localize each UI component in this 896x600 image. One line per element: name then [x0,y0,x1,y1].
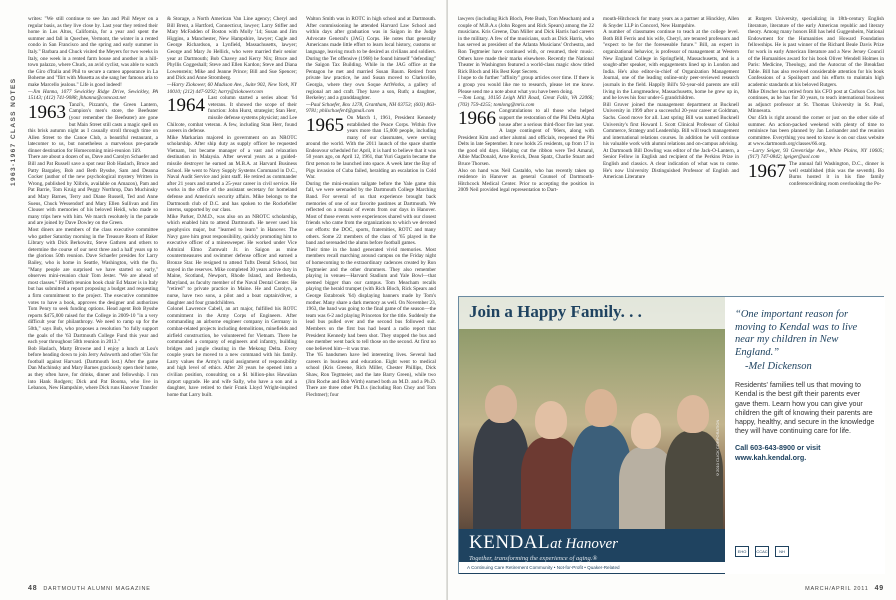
ad-strip-text: A Continuing Care Retirement Community • Not-for-Profit • Quaker-Related [459,562,725,573]
paragraph: Mike Dirscher has retired from his CFO post at Carlson Cos. but continues, as he has for 30 years, to teach international business as adjunct professor at St. Thomas University in St. Paul, Minnesota. [748,88,884,115]
person-face [631,413,661,449]
paragraph: Congratulations to all those who helped support the restoration of the Phi Delta Alpha house after a serious third-floor fire last year. A large contingent of '66ers, along with President Kim and other alumni and officials, reopened the Phi Delts in late September. It now holds 25 residents, up from 17 in the good old days. Helping cut the ribbon were Ted Amaral, Albie MacDonald, Arne Rovick, Dean Spatz, Charlie Stuart and Bruce Thorsen. [458,108,594,168]
ad-headline: Join a Happy Family. . . [459,297,725,329]
ad-copy [725,297,885,529]
paragraph: at Rutgers University, specializing in 18th-century English literature, literature of the early American republic and literary theory. Among many honors Bill has held Guggenheim, National Endowment for the Humanities and Howard Foundation fellowships. He is past winner of the Richard Beale Davis Prize for work in early American literature and a New Jersey Council of the Humanities award for his book Oliver Wendell Holmes in Paris: Medicine, Theology, and the Autocrat of the Breakfast Table. Bill has also received considerable attention for his book Confessions of a Spoilsport and his efforts to maintain high academic standards at his beloved Rutgers. [748,16,884,88]
paragraph: On March 1, 1961, President Kennedy established the Peace Corps. Within five years more than 15,000 people, including many of our classmates, were serving around the world. With the 2011 launch of the space shuttle Endeavour scheduled for April, it is hard to believe that it was 50 years ago, on April 12, 1961, that Yuri Gagarin became the first person to be launched into space. A week later the Bay of Pigs invasion of Cuba failed, heralding an escalation in Cold War. [306,114,436,181]
class-year-heading: 1964 [167,95,205,117]
paragraph: There are about a dozen of us, Dave and Carolyn Schaefer and Bill and Pat Russell save a spot near Bob Haslach, Bruce and Patty Bargaley, Bob and Beth Bysshe, Sam and Deanna Cocker (author of the new psychological mystery Written in Wrong, published by Xlibris, available on Amazon), Pam and Pat Barrie, Tom Kruig and Peggy Northrop, Dan Muchinsky and Mary Barnes, Terry and Diane Russell, Ted and Anne Sueus, Chuck Wessendorf and Mary Ellen Sullivan and Jim Clouser with memories of his beloved Heidi, who made so many trips here with him. We march resolutely in the parade and are joined by Dave Dowley on the Green. [28,154,158,227]
ad-body-text: Residents' families tell us that moving to Kendal is the best gift their parents ever gave them. Learn how you can give your children the gift of knowing their parents are happy, healthy, and secure in the knowledge they will have continuing care for life. [735,381,875,436]
paragraph: Last column started a series about '64 veterans. It showed the scope of their function: John Hurst, strategist; Stan Herr, missile defense systems physicist; and Lee Chilcote, combat veteran. A few, including Stan Herr, found careers in defense. [167,95,297,135]
paragraph: Colonel Lawrence Cabell, an art major, fulfilled his ROTC commitment in the Army Corps of Engineers. After commanding an airborne engineer company in Germany in combat-related projects including demolitions, minefields and airfield construction, he volunteered for Vietnam. There he commanded a company of engineers and infantry, building bridges and jungle clearing in the Mekong Delta. Every couple years he moved to a new command with his family. Larry values the Army's rapid assignment of responsibility and high level of ethics. After 28 years he opened into a civilian position, consulting on a $1 billion-plus Hawaiian airport upgrade. He and wife Sally, who have a son and a daughter, have retired to their Frank Lloyd Wright-inspired home that Larry built. [167,306,297,398]
paragraph: Walton Smith was in ROTC in high school and at Dartmouth. After commissioning he attended Harvard Law School and within days after graduation was in Saigon in the Judge Advocate General's (JAG) Corps. He notes that generally Americans made little effort to learn local history, customs or language, leaving much to be desired as civilians and soldiers. During the Tet offensive (1968) he found himself "defending" the Saigon Tax Building. While in the JAG office at the Pentagon he met and married Susan Baum. Retired from private law practice, he and Susan moved to Clarksville, Georgia, where they own Soque ArtWorks, a gallery of regional art and craft. They have a son, Ruth; a daughter, Berkeley; and a granddaughter. [306,16,436,102]
brand-location: at Hanover [550,536,619,552]
kendal-wordmark [469,533,719,554]
paragraph: The annual fall Washington, D.C., dinner is well established (this was the seventh). Bo Burns hosted it in his fine family conference/dining room overlooking the Po- [789,161,884,187]
class-year-heading: 1967 [748,161,786,183]
column-3 [306,16,436,586]
column-5 [603,16,739,292]
right-page-footer [805,585,884,592]
class-year-heading: 1963 [28,101,66,123]
paragraph: Their time in the band generated vivid memories. Most members recall marching around campus on the Friday night of homecoming to the extraordinary cadences created by Ron Tegtmeier and the other drummers. They also remember playing in venues—Harvard Stadium and Yale Bowl—that seemed bigger than our campus. Tom Meacham recalls playing the herald trumpet (with Rich Bloch, Rick Spears and George Estabrook '64) displaying banners made by Tom's mother. Many share a dark memory as well. On November 23, 1963, the band was going to the final game of the season—the team was 6-2 and playing Princeton for the title. Suddenly the lead bus pulled over and the second bus followed suit. Members on the first bus had heard a radio report that President Kennedy had been shot. They stopped the bus and one member went back to tell those on the second. At first no one believed him—it was true. [306,246,436,352]
paragraph: Our 45th is right around the corner or just on the other side of summer. An action-packed weekend with plenty of time to reminisce has been planned by Jan Lorisander and the reunion committee. Everything you need to know is on our class website at www.dartmouth.org/classes/66.org. [748,114,884,148]
equal-housing-icon: EHO [735,546,749,557]
family-photo [459,297,725,529]
magazine-title: DARTMOUTH ALUMNI MAGAZINE [43,586,151,592]
paragraph: mouth-Hitchcock for many years as a partner at Hinckley, Allen & Snyder LLP in Concord, New Hampshire. [603,16,739,29]
class-secretary-signature: —Tom Long, 10156 Leigh Mill Road, Great Falls, VA 22066; (703) 759-4255; tomlong@mris.com [458,95,594,108]
paragraph: Tanzi's, Pizzam's, the Green Lantern, Campion's men's store, the Beefeater (your remember the Beefeater) are gone but Main Street still casts a magic spell on this brisk autumn night as I casually stroll through time on Allen Street to the Canoe Club, a beautiful restaurant, a latecomer to us, but nonetheless a marvelous pre-parade dinner destination for Homecoming mini-reunion 1ii9. [28,101,158,154]
class-secretary-signature: —Paul Schaefer, Box 1278, Grantham, NH 03753; (603) 863-9781; philschaefer4@gmail.com [306,101,436,115]
column-1 [28,16,158,586]
class-secretary-signature: —Harry Ziokower, 60 Madison Ave., Suite 902, New York, NY 10010; (212) 447-9292; harry@ziokower.com [167,81,297,95]
paragraph: At Dartmouth Bill Dowling was editor of the Jack-O-Lantern, a Senior Fellow in English and recipient of the Perkins Prize in English and classics. A clear indication of what was to come. He's now University Distinguished Professor of English and American Literature [603,147,739,181]
class-year-heading: 1965 [306,114,344,136]
person-face [485,385,517,423]
paragraph: Mike Parker, D.M.D., was also on an NROTC scholarship, which enabled him to attend Dartmouth. He never used his geophysics major, but "learned to learn" in Hanover. The Navy gave him great responsibility, quickly promoting him to executive officer of a minesweeper. He worked under Vice Admiral Elmo Zumwalt Jr. in Saigon as mine countermeasures and swimmer defense officer and earned a Bronze Star. He resigned to attend Tufts Dental School, but stayed in the reserves. Mike completed 30 years active duty in Maine, Scotland, Newport, Rhode Island, and Bethesda, Maryland, as faculty member of the Naval Dental Center. He "retired" to private practice in Maine. He and Carolyn, a nurse, have two sons, a pilot and a boat captain/diver, a daughter and four grandchildren. [167,213,297,306]
class-secretary-signature: —Jim Hanna, 1077 Sewickley Ridge Drive, Sewickley, PA 15143; (412) 741-9088; jhhanna@comcast.net [28,88,158,102]
accreditation-icon: CCAC [755,546,769,557]
column-6 [748,16,884,292]
issue-date: MARCH/APRIL 2011 [805,586,869,592]
person-face [677,395,709,433]
paragraph: & Storage, a North American Van Line agency; Cheryl and Bill Brent, a Hartford, Connecticut, lawyer; Larry Stifler and Mary McFadden of Boston with Molly '14; Susan and Jim Higgins, a Manchester, New Hampshire, lawyer; Cagle and George Richardson, a Lynfield, Massachusetts, lawyer; George and Mary Jo Hellick, who were married their senior year at Dartmouth; Bob Chavey and Kerry Nix; Bruce and Phyllis Coggeshall; Steve and Ellen Kardon; Steve and Diana Lowenstein; Mike and Jeanne Prince; Bill and Sue Spencer; and Dick and Anne Stromberg. [167,16,297,82]
kendal-advertisement[interactable] [458,296,884,574]
paragraph: A number of classmates continue to teach at the college level. Both Bill Ferris and his wife, Cheryl, are tenured professors and "expect to be for the foreseeable future." Bill, an expert in organizational behavior, is professor of management at Western New England College in Springfield, Massachusetts, and is a sought-after speaker, with engagements lined up in London and India. He's also editor-in-chief of Organization Management Journal, one of the leading online-only peer-reviewed research journals in the field. Happily Bill's 92-year-old parents are still living in the Longmeadow, Massachusetts, home he grew up in, and he loves his four under-5 grandchildren. [603,29,739,102]
paragraph: Most diners are members of the class executive committee who gather Saturday morning in the Treasure Room of Baker Library with Dick Berkowitz, Steve Gathren and others to determine the course of our next three and a half years up to the glorious 50th reunion. Dave Schaefer presides for Larry Bailey, who is home in Seattle, Washington, with the flu. "Many people are surprised we have started so early," observes mini-reunion chair Tom Jester. "We are ahead of most classes." Fiftieth reunion book chair Ed Mazer is in Italy but has submitted a report proposing a budget and requesting a firm commitment to the project. The executive committee votes to have a book, approves the designer and authorizes Tom Penry to seek funding options. Head agent Bob Bysshe reports $475,000 raised for the College in 2009-10 "in a very difficult year for philanthropy. We need to ramp up for the 50th," says Bob, who proposes a resolution "to fully support the goals of the '63 Dartmouth College Fund this year and each year throughout 50th reunion in 2013." [28,227,158,346]
paragraph: The '65 bandsmen have led interesting lives. Several had careers in business and education. Eight went to medical school (Kris Greene, Rich Miller, Chester Phillips, Dick Shaw, Ron Tegtmeier, and the late Barry Green), while two (Jim Roche and Bob Wirth) earned both an M.D. and a Ph.D. There are three other Ph.D.s (including Ron Choy and Tom Flechtner); four [306,352,436,398]
left-columns [28,16,436,586]
column-2 [167,16,297,586]
page-number: 49 [874,585,884,592]
column-4 [458,16,594,292]
state-seal-icon: NH [775,546,789,557]
testimonial-quote: “One important reason for moving to Kendal was to live near my children in New England.” [735,309,858,358]
paragraph: Mike Markarian majored in government on an NROTC scholarship. After ship duty as supply officer he requested Vietnam, but became manager of a vast and relaxation destination in Malaysia. After several years as a guided-missile destroyer he earned an M.B.A. at Harvard Business School. He went to Navy Supply Systems Command in D.C., Naval Audit Service and joint staff. He retired as commander after 21 years and started a 25-year career in civil service. He works in the office of the assistant secretary for homeland defense and America's security affairs. Mike belongs to the Dartmouth club of D.C. and has spoken to the Rockefeller interns, supported by our class. [167,134,297,214]
page-number: 48 [28,585,38,592]
paragraph: Bill Gruver joined the management department at Bucknell University in 1999 after a successful 20-year career at Goldman, Sachs. Good move for all. Last spring Bill was named Bucknell University's first Howard I. Scott Clinical Professor of Global Commerce, Strategy and Leadership. Bill will teach management and international relations courses. In addition he will continue his valuable work with alumni relations and on-campus advising. [603,101,739,148]
paragraph: During the mini-reunion tailgate before the Yale game this fall, we were serenaded by the Dartmouth College Marching Band. For several of us that experience brought back memories of one of our favorite pastimes at Dartmouth. We reflected on a mosaic of events from our days in Hanover. Most of those events were experiences shared with our closest friends who came from the organizations to which we devoted our efforts: the DOC, sports, fraternities, ROTC and many others. Some 22 members of the class of '65 played in the band and serenaded the alums before football games. [306,180,436,247]
person-face [585,389,617,427]
paragraph: Bob Haslach, Marty Browne and I enjoy a lunch at Lou's before heading down to join Jerry Ashworth and other '63s for football against Harvard. (Dartmouth lost.) After the game Dan Muchinsky and Mary Barnes graciously open their home, as they often have, for drinks, dinner and fellowship. I run into Hank Rodgers; Dick and Pat Booma, who live in Lebanon, New Hampshire, where Dick runs Hanover Transfer [28,345,158,392]
paragraph: Also on hand was Neil Castaldo, who has recently taken up residence in Hanover as general Counsel of Dartmouth-Hitchcock Medical Center. Prior to accepting the position in 2009 Neil provided legal representation to Dart- [458,167,594,194]
class-secretary-signature: —Larry Seiger, 93 Greenridge Ave., White Plains, NY 10605; (917) 747-0842; lgeiger@aol.com [748,147,884,161]
class-notes-side-label: 1963-1967 CLASS NOTES [10,77,17,186]
photo-credit: ©2010 CLICK CORPORATION [715,419,720,477]
brand-name: KENDAL [469,532,551,553]
ad-call-to-action[interactable]: Call 603-643-8900 or visit www.kah.kendal.org. [735,442,821,462]
accreditation-logos [725,529,885,574]
paragraph: I hope to do further "affinity" group articles over time. If there is a group you would like me to research, please let me know. Please send me a note about what you have been doing. [458,75,594,95]
left-page-footer [28,585,151,592]
brand-tagline: Together, transforming the experience of aging.® [469,555,598,562]
paragraph: writes: "We still continue to see Jan and Phil Meyer on a regular basis, as they live close by. Last year they retired their home in Los Altos, California, for a year and spent the summer and fall in Quechee, Vermont, the winter in a rented condo in San Francisco and the spring and early summer in Italy." Barbara and Chuck visited the Meyers for two weeks in Italy, one week in a rented farm house and another in a hill-town palazzo, where Chuck, an avid cyclist, was able to watch the Giro d'Italia and Phil to secure a cameo appearance in La Boheme and "flirt with Musetta as she sang her famous aria to make Marcello jealous." Life is good indeed! [28,16,158,88]
right-columns [458,16,884,292]
right-page [448,0,896,600]
testimonial-attribution: -Mel Dickenson [745,361,812,372]
paragraph: lawyers (including Rich Bloch, Pete Bush, Tom Meacham) and a couple of M.B.A.s (John Rogers and Rick Spears) among the 22 musicians. Kris Greene, Dan Miller and Dick Harris had careers in the military. A few of the musicians, such as Dick Harris, who has served as president of the Atlanta Musicians' Orchestra, and Ron Tegtmeier have continued with, or resumed, their music. Others have made their marks elsewhere. Recently the National Theater in Washington featured a world-class magic show titled Rick Bloch and His Best Kept Secrets. [458,16,594,75]
person-face [535,401,567,439]
class-year-heading: 1966 [458,108,496,130]
